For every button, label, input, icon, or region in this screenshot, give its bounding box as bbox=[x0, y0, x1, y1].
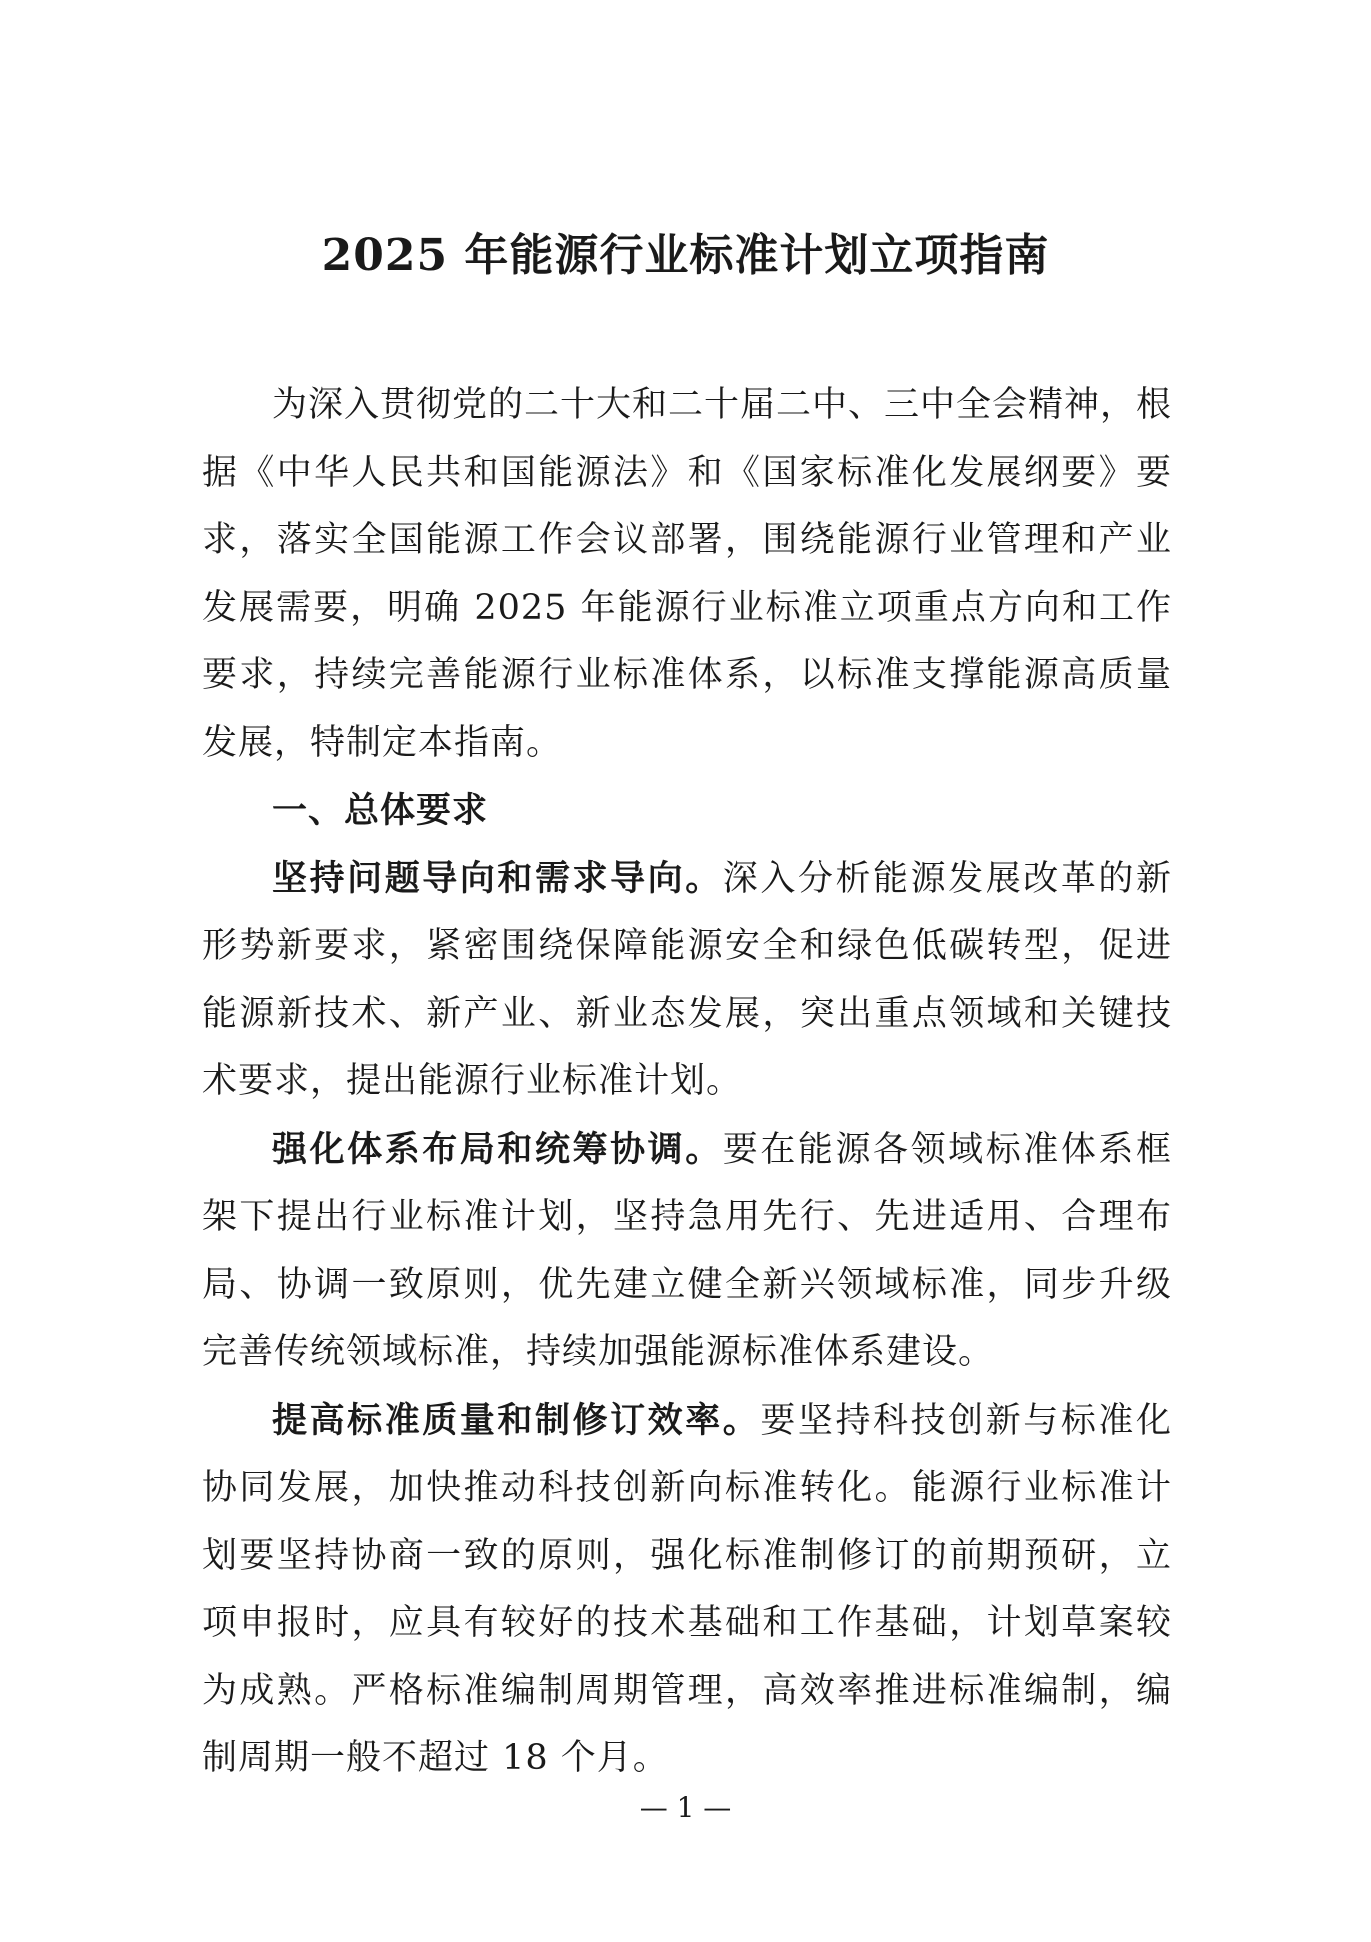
requirement-paragraph-2 bbox=[202, 1116, 1172, 1387]
requirement-text-3: 要坚持科技创新与标准化协同发展，加快推动科技创新向标准转化。能源行业标准计划要坚持协商一致的原则，强化标准制修订的前期预研，立项申报时，应具有较好的技术基础和工作基础，计划草案较为成熟。严格标准编制周期管理，高效率推进标准编制，编制周期一般不超过 18 个月。 bbox=[202, 1400, 1172, 1778]
intro-paragraph: 为深入贯彻党的二十大和二十届二中、三中全会精神，根据《中华人民共和国能源法》和《国家标准化发展纲要》要求，落实全国能源工作会议部署，围绕能源行业管理和产业发展需要，明确 2025 年能源行业标准立项重点方向和工作要求，持续完善能源行业标准体系，以标准支撑能源高质量发展，特制定本指南。 bbox=[202, 385, 1173, 763]
requirement-lead-2: 强化体系布局和统筹协调。 bbox=[272, 1128, 723, 1170]
requirement-text-1: 深入分析能源发展改革的新形势新要求，紧密围绕保障能源安全和绿色低碳转型，促进能源新技术、新产业、新业态发展，突出重点领域和关键技术要求，提出能源行业标准计划。 bbox=[202, 858, 1172, 1101]
requirement-lead-1: 坚持问题导向和需求导向。 bbox=[272, 857, 723, 899]
page-number: — 1 — bbox=[639, 1791, 732, 1824]
requirement-paragraph-3 bbox=[202, 1387, 1172, 1793]
document-body bbox=[202, 372, 1172, 1793]
requirement-text-2: 要在能源各领域标准体系框架下提出行业标准计划，坚持急用先行、先进适用、合理布局、协调一致原则，优先建立健全新兴领域标准，同步升级完善传统领域标准，持续加强能源标准体系建设。 bbox=[202, 1129, 1172, 1372]
requirement-paragraph-1 bbox=[202, 845, 1172, 1116]
requirement-lead-3: 提高标准质量和制修订效率。 bbox=[272, 1399, 761, 1441]
section-heading-general-requirements: 一、总体要求 bbox=[272, 790, 489, 831]
document-title: 2025 年能源行业标准计划立项指南 bbox=[321, 230, 1050, 281]
